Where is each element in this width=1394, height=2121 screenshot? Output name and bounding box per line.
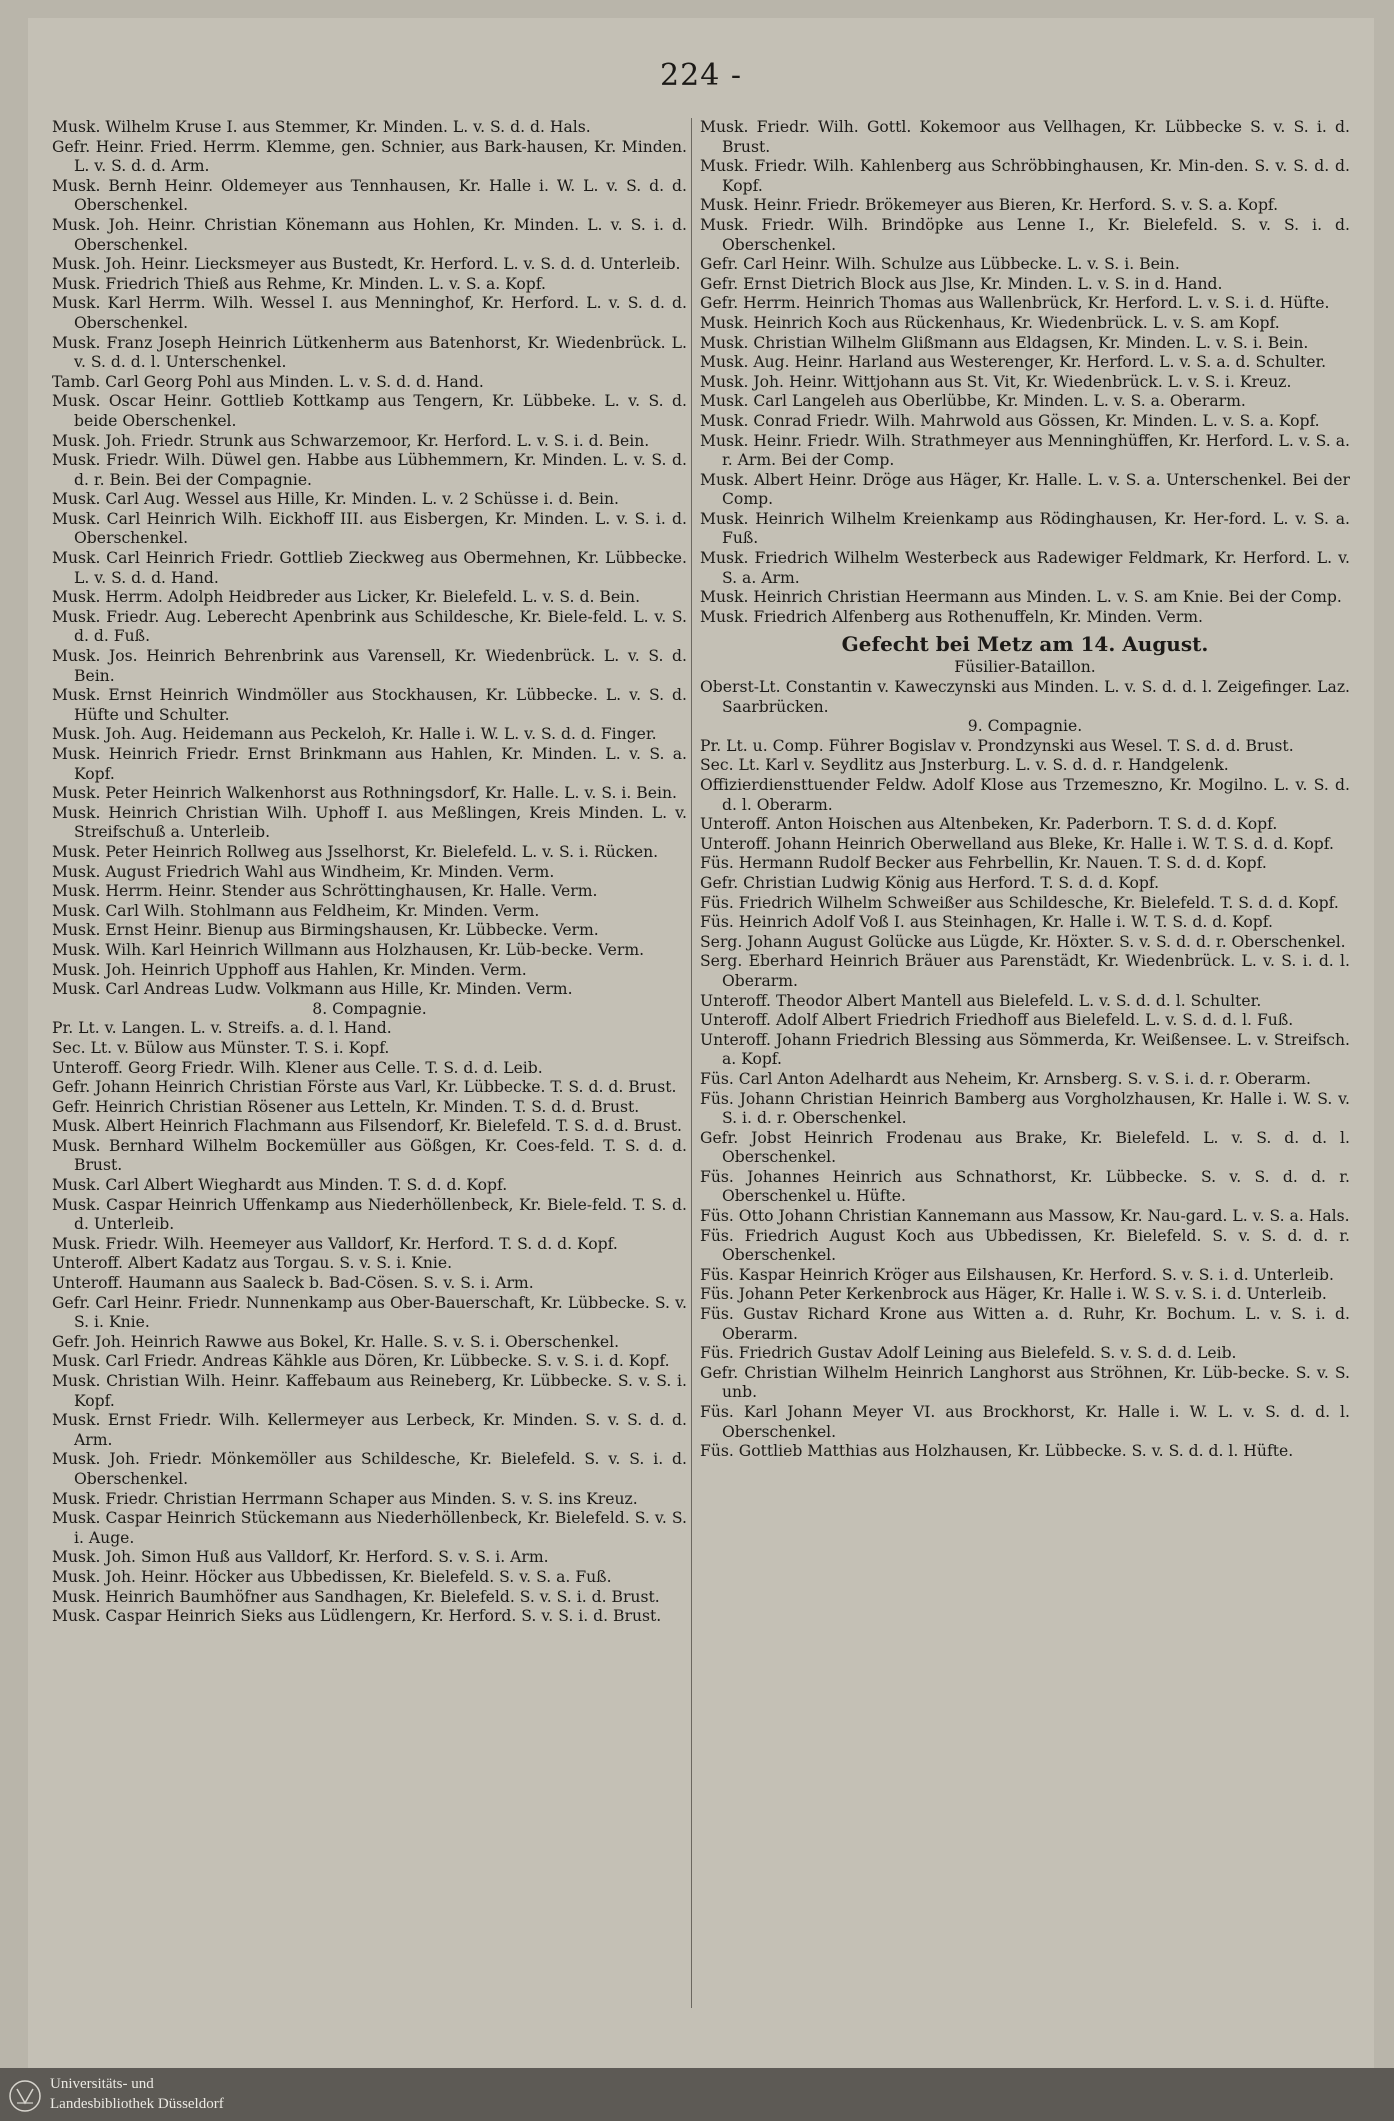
casualty-entry: Gefr. Christian Ludwig König aus Herford. T. S. d. d. Kopf. xyxy=(700,873,1160,892)
casualty-entry: Musk. Friedr. Wilh. Kahlenberg aus Schröbbinghausen, Kr. Min-den. S. v. S. d. d. Kopf. xyxy=(700,157,1350,195)
casualty-entry: Musk. Heinr. Friedr. Wilh. Strathmeyer aus Menninghüffen, Kr. Herford. L. v. S. a. r. Arm. Bei der Comp. xyxy=(700,431,1350,470)
casualty-entry: Musk. Caspar Heinrich Stückemann aus Niederhöllenbeck, Kr. Bielefeld. S. v. S. i. Auge. xyxy=(52,1509,687,1547)
casualty-entry: Unteroff. Georg Friedr. Wilh. Klener aus Celle. T. S. d. d. Leib. xyxy=(52,1058,543,1077)
casualty-entry: Musk. Joh. Heinr. Liecksmeyer aus Bustedt, Kr. Herford. L. v. S. d. d. Unterleib. xyxy=(52,255,681,274)
casualty-entry: Musk. Peter Heinrich Rollweg aus Jsselhorst, Kr. Bielefeld. L. v. S. i. Rücken. xyxy=(52,842,659,861)
casualty-entry: Musk. Carl Langeleh aus Oberlübbe, Kr. Minden. L. v. S. a. Oberarm. xyxy=(700,392,1246,411)
footer-text xyxy=(50,2074,224,2114)
casualty-entry: Musk. Joh. Heinr. Wittjohann aus St. Vit, Kr. Wiedenbrück. L. v. S. i. Kreuz. xyxy=(700,372,1292,391)
casualty-entry: Offizierdiensttuender Feldw. Adolf Klose aus Trzemeszno, Kr. Mogilno. L. v. S. d. d. l. Oberarm. xyxy=(700,776,1350,814)
casualty-entry: Musk. Ernst Heinrich Windmöller aus Stockhausen, Kr. Lübbecke. L. v. S. d. Hüfte und Schulter. xyxy=(52,686,687,724)
casualty-entry: Musk. Heinrich Wilhelm Kreienkamp aus Rödinghausen, Kr. Her-ford. L. v. S. a. Fuß. xyxy=(700,509,1350,548)
casualty-entry: Füs. Friedrich Gustav Adolf Leining aus Bielefeld. S. v. S. d. d. Leib. xyxy=(700,1344,1237,1363)
casualty-entry: Gefr. Joh. Heinrich Rawwe aus Bokel, Kr. Halle. S. v. S. i. Oberschenkel. xyxy=(52,1332,620,1351)
casualty-entry: Füs. Johannes Heinrich aus Schnathorst, Kr. Lübbecke. S. v. S. d. d. r. Oberschenkel u. Hüfte. xyxy=(700,1167,1350,1206)
casualty-entry: Musk. Albert Heinrich Flachmann aus Filsendorf, Kr. Bielefeld. T. S. d. d. Brust. xyxy=(52,1117,682,1136)
casualty-entry: Musk. Bernh Heinr. Oldemeyer aus Tennhausen, Kr. Halle i. W. L. v. S. d. d. Oberschenkel. xyxy=(52,176,687,215)
casualty-entry: Füs. Friedrich Wilhelm Schweißer aus Schildesche, Kr. Bielefeld. T. S. d. d. Kopf. xyxy=(700,893,1339,912)
casualty-entry: Füs. Heinrich Adolf Voß I. aus Steinhagen, Kr. Halle i. W. T. S. d. d. Kopf. xyxy=(700,913,1273,932)
casualty-entry: Musk. Joh. Heinr. Höcker aus Ubbedissen, Kr. Bielefeld. S. v. S. a. Fuß. xyxy=(52,1567,612,1586)
casualty-entry: Musk. Franz Joseph Heinrich Lütkenherm aus Batenhorst, Kr. Wiedenbrück. L. v. S. d. d. l. Unterschenkel. xyxy=(52,333,687,372)
casualty-entry: Gefr. Jobst Heinrich Frodenau aus Brake, Kr. Bielefeld. L. v. S. d. d. l. Oberschenkel. xyxy=(700,1128,1350,1167)
casualty-entry: Sec. Lt. v. Bülow aus Münster. T. S. i. Kopf. xyxy=(52,1038,390,1057)
right-column-entries-a xyxy=(700,118,1350,627)
left-column xyxy=(52,118,687,1627)
casualty-entry: Pr. Lt. u. Comp. Führer Bogislav v. Prondzynski aus Wesel. T. S. d. d. Brust. xyxy=(700,736,1294,755)
casualty-entry: Serg. Johann August Golücke aus Lügde, Kr. Höxter. S. v. S. d. d. r. Oberschenkel. xyxy=(700,932,1346,951)
casualty-entry: Unteroff. Theodor Albert Mantell aus Bielefeld. L. v. S. d. d. l. Schulter. xyxy=(700,991,1262,1010)
casualty-entry: Musk. Friedr. Wilh. Brindöpke aus Lenne I., Kr. Bielefeld. S. v. S. i. d. Oberschenkel. xyxy=(700,215,1350,254)
casualty-entry: Musk. Conrad Friedr. Wilh. Mahrwold aus Gössen, Kr. Minden. L. v. S. a. Kopf. xyxy=(700,411,1320,430)
casualty-entry: Musk. Carl Andreas Ludw. Volkmann aus Hille, Kr. Minden. Verm. xyxy=(52,980,573,999)
casualty-entry: Füs. Johann Christian Heinrich Bamberg aus Vorgholzhausen, Kr. Halle i. W. S. v. S. i. d. r. Oberschenkel. xyxy=(700,1089,1350,1128)
casualty-entry: Musk. Carl Heinrich Friedr. Gottlieb Zieckweg aus Obermehnen, Kr. Lübbecke. L. v. S. d. d. Hand. xyxy=(52,549,687,587)
casualty-entry: Musk. Heinr. Friedr. Brökemeyer aus Bieren, Kr. Herford. S. v. S. a. Kopf. xyxy=(700,196,1279,215)
library-footer xyxy=(0,2068,1394,2121)
casualty-entry: Serg. Eberhard Heinrich Bräuer aus Parenstädt, Kr. Wiedenbrück. L. v. S. i. d. l. Oberarm. xyxy=(700,952,1350,990)
casualty-entry: Musk. Friedr. Wilh. Düwel gen. Habbe aus Lübhemmern, Kr. Minden. L. v. S. d. d. r. Bein. Bei der Compagnie. xyxy=(52,451,687,489)
footer-line-2: Landesbibliothek Düsseldorf xyxy=(50,2096,224,2112)
casualty-entry: Tamb. Carl Georg Pohl aus Minden. L. v. S. d. d. Hand. xyxy=(52,372,484,391)
casualty-entry: Füs. Friedrich August Koch aus Ubbedissen, Kr. Bielefeld. S. v. S. d. d. r. Oberschenkel. xyxy=(700,1226,1350,1265)
casualty-entry: Musk. Carl Friedr. Andreas Kähkle aus Dören, Kr. Lübbecke. S. v. S. i. d. Kopf. xyxy=(52,1352,670,1371)
casualty-entry: Musk. Ernst Friedr. Wilh. Kellermeyer aus Lerbeck, Kr. Minden. S. v. S. d. d. Arm. xyxy=(52,1411,687,1449)
battle-heading: Gefecht bei Metz am 14. August. xyxy=(841,632,1209,657)
casualty-entry: Musk. Carl Albert Wieghardt aus Minden. T. S. d. d. Kopf. xyxy=(52,1176,508,1195)
casualty-entry: Musk. Albert Heinr. Dröge aus Häger, Kr. Halle. L. v. S. a. Unterschenkel. Bei der Comp. xyxy=(700,470,1350,509)
casualty-entry: Musk. Joh. Aug. Heidemann aus Peckeloh, Kr. Halle i. W. L. v. S. d. d. Finger. xyxy=(52,725,657,744)
casualty-entry: Musk. Heinrich Baumhöfner aus Sandhagen, Kr. Bielefeld. S. v. S. i. d. Brust. xyxy=(52,1587,660,1606)
casualty-entry: Musk. Friedr. Wilh. Heemeyer aus Valldorf, Kr. Herford. T. S. d. d. Kopf. xyxy=(52,1234,618,1253)
casualty-entry: Musk. Carl Heinrich Wilh. Eickhoff III. aus Eisbergen, Kr. Minden. L. v. S. i. d. Oberschenkel. xyxy=(52,509,687,548)
ulb-logo-icon xyxy=(8,2079,42,2113)
casualty-entry: Musk. Karl Herrm. Wilh. Wessel I. aus Menninghof, Kr. Herford. L. v. S. d. d. Oberschenkel. xyxy=(52,294,687,332)
casualty-entry: Musk. Friedrich Alfenberg aus Rothenuffeln, Kr. Minden. Verm. xyxy=(700,607,1203,626)
casualty-entry: Gefr. Carl Heinr. Wilh. Schulze aus Lübbecke. L. v. S. i. Bein. xyxy=(700,255,1180,274)
casualty-entry: Musk. Heinrich Koch aus Rückenhaus, Kr. Wiedenbrück. L. v. S. am Kopf. xyxy=(700,313,1280,332)
casualty-entry: Musk. Carl Wilh. Stohlmann aus Feldheim, Kr. Minden. Verm. xyxy=(52,901,540,920)
casualty-entry: Füs. Otto Johann Christian Kannemann aus Massow, Kr. Nau-gard. L. v. S. a. Hals. xyxy=(700,1207,1350,1226)
casualty-entry: Gefr. Heinr. Fried. Herrm. Klemme, gen. Schnier, aus Bark-hausen, Kr. Minden. L. v. S. d. d. Arm. xyxy=(52,137,687,176)
scanned-page xyxy=(28,18,1374,2068)
casualty-entry: Musk. Aug. Heinr. Harland aus Westerenger, Kr. Herford. L. v. S. a. d. Schulter. xyxy=(700,353,1327,372)
casualty-entry: Füs. Gottlieb Matthias aus Holzhausen, Kr. Lübbecke. S. v. S. d. d. l. Hüfte. xyxy=(700,1442,1294,1461)
casualty-entry: Musk. Herrm. Adolph Heidbreder aus Licker, Kr. Bielefeld. L. v. S. d. Bein. xyxy=(52,588,641,607)
casualty-entry: Füs. Kaspar Heinrich Kröger aus Eilshausen, Kr. Herford. S. v. S. i. d. Unterleib. xyxy=(700,1265,1334,1284)
casualty-entry: Füs. Hermann Rudolf Becker aus Fehrbellin, Kr. Nauen. T. S. d. d. Kopf. xyxy=(700,854,1267,873)
casualty-entry: Musk. Heinrich Christian Wilh. Uphoff I. aus Meßlingen, Kreis Minden. L. v. Streifschuß a. Unterleib. xyxy=(52,803,687,842)
casualty-entry: Füs. Carl Anton Adelhardt aus Neheim, Kr. Arnsberg. S. v. S. i. d. r. Oberarm. xyxy=(700,1069,1311,1088)
casualty-entry: Musk. Wilhelm Kruse I. aus Stemmer, Kr. Minden. L. v. S. d. d. Hals. xyxy=(52,118,591,136)
casualty-entry: Füs. Karl Johann Meyer VI. aus Brockhorst, Kr. Halle i. W. L. v. S. d. d. l. Oberschenkel. xyxy=(700,1403,1350,1441)
casualty-entry: Pr. Lt. v. Langen. L. v. Streifs. a. d. l. Hand. xyxy=(52,1019,392,1038)
casualty-entry: Musk. Oscar Heinr. Gottlieb Kottkamp aus Tengern, Kr. Lübbeke. L. v. S. d. beide Oberschenkel. xyxy=(52,392,687,430)
company-heading: 9. Compagnie. xyxy=(967,717,1083,736)
casualty-entry: Musk. Joh. Heinr. Christian Könemann aus Hohlen, Kr. Minden. L. v. S. i. d. Oberschenkel. xyxy=(52,215,687,254)
casualty-entry: Musk. Joh. Heinrich Upphoff aus Hahlen, Kr. Minden. Verm. xyxy=(52,960,527,979)
casualty-entry: Musk. Carl Aug. Wessel aus Hille, Kr. Minden. L. v. 2 Schüsse i. d. Bein. xyxy=(52,490,620,509)
casualty-entry: Unteroff. Anton Hoischen aus Altenbeken, Kr. Paderborn. T. S. d. d. Kopf. xyxy=(700,815,1278,834)
casualty-entry: Gefr. Heinrich Christian Rösener aus Letteln, Kr. Minden. T. S. d. d. Brust. xyxy=(52,1097,640,1116)
casualty-entry: Musk. Friedr. Christian Herrmann Schaper aus Minden. S. v. S. ins Kreuz. xyxy=(52,1489,638,1508)
right-column-entries-b xyxy=(700,678,1350,717)
casualty-entry: Musk. August Friedrich Wahl aus Windheim, Kr. Minden. Verm. xyxy=(52,862,555,881)
casualty-entry: Musk. Friedrich Wilhelm Westerbeck aus Radewiger Feldmark, Kr. Herford. L. v. S. a. Arm. xyxy=(700,549,1350,587)
casualty-entry: Füs. Johann Peter Kerkenbrock aus Häger, Kr. Halle i. W. S. v. S. i. d. Unterleib. xyxy=(700,1285,1327,1304)
company-heading: 8. Compagnie. xyxy=(312,999,427,1018)
footer-line-1: Universitäts- und xyxy=(50,2076,154,2092)
casualty-entry: Füs. Gustav Richard Krone aus Witten a. d. Ruhr, Kr. Bochum. L. v. S. i. d. Oberarm. xyxy=(700,1305,1350,1343)
right-column-entries-c xyxy=(700,737,1350,1462)
casualty-entry: Gefr. Christian Wilhelm Heinrich Langhorst aus Ströhnen, Kr. Lüb-becke. S. v. S. unb. xyxy=(700,1363,1350,1402)
casualty-entry: Unteroff. Albert Kadatz aus Torgau. S. v. S. i. Knie. xyxy=(52,1254,453,1273)
casualty-entry: Unteroff. Adolf Albert Friedrich Friedhoff aus Bielefeld. L. v. S. d. d. l. Fuß. xyxy=(700,1011,1294,1030)
casualty-entry: Musk. Herrm. Heinr. Stender aus Schröttinghausen, Kr. Halle. Verm. xyxy=(52,882,598,901)
casualty-entry: Musk. Heinrich Friedr. Ernst Brinkmann aus Hahlen, Kr. Minden. L. v. S. a. Kopf. xyxy=(52,745,687,783)
casualty-entry: Gefr. Ernst Dietrich Block aus Jlse, Kr. Minden. L. v. S. in d. Hand. xyxy=(700,274,1223,293)
casualty-entry: Musk. Jos. Heinrich Behrenbrink aus Varensell, Kr. Wiedenbrück. L. v. S. d. Bein. xyxy=(52,647,687,685)
casualty-entry: Musk. Joh. Friedr. Strunk aus Schwarzemoor, Kr. Herford. L. v. S. i. d. Bein. xyxy=(52,431,650,450)
casualty-entry: Musk. Wilh. Karl Heinrich Willmann aus Holzhausen, Kr. Lüb-becke. Verm. xyxy=(52,940,645,959)
casualty-entry: Musk. Caspar Heinrich Sieks aus Lüdlengern, Kr. Herford. S. v. S. i. d. Brust. xyxy=(52,1607,662,1626)
casualty-entry: Musk. Friedr. Aug. Leberecht Apenbrink aus Schildesche, Kr. Biele-feld. L. v. S. d. d. Fuß. xyxy=(52,607,687,646)
casualty-entry: Musk. Peter Heinrich Walkenhorst aus Rothningsdorf, Kr. Halle. L. v. S. i. Bein. xyxy=(52,784,677,803)
casualty-entry: Musk. Caspar Heinrich Uffenkamp aus Niederhöllenbeck, Kr. Biele-feld. T. S. d. d. Unterleib. xyxy=(52,1195,687,1234)
casualty-entry: Musk. Friedr. Wilh. Gottl. Kokemoor aus Vellhagen, Kr. Lübbecke S. v. S. i. d. Brust. xyxy=(700,118,1350,156)
casualty-entry: Unteroff. Johann Friedrich Blessing aus Sömmerda, Kr. Weißensee. L. v. Streifsch. a. Kopf. xyxy=(700,1030,1350,1069)
right-column xyxy=(700,118,1350,1462)
casualty-entry: Musk. Joh. Simon Huß aus Valldorf, Kr. Herford. S. v. S. i. Arm. xyxy=(52,1548,549,1567)
casualty-entry: Musk. Friedrich Thieß aus Rehme, Kr. Minden. L. v. S. a. Kopf. xyxy=(52,274,546,293)
casualty-entry: Musk. Christian Wilhelm Glißmann aus Eldagsen, Kr. Minden. L. v. S. i. Bein. xyxy=(700,333,1309,352)
casualty-entry: Musk. Bernhard Wilhelm Bockemüller aus Gößgen, Kr. Coes-feld. T. S. d. d. Brust. xyxy=(52,1136,687,1175)
casualty-entry: Sec. Lt. Karl v. Seydlitz aus Jnsterburg. L. v. S. d. d. r. Handgelenk. xyxy=(700,756,1229,775)
column-divider xyxy=(691,118,692,2008)
casualty-entry: Musk. Joh. Friedr. Mönkemöller aus Schildesche, Kr. Bielefeld. S. v. S. i. d. Oberschenkel. xyxy=(52,1450,687,1488)
casualty-entry: Musk. Christian Wilh. Heinr. Kaffebaum aus Reineberg, Kr. Lübbecke. S. v. S. i. Kopf. xyxy=(52,1372,687,1410)
unit-heading: Füsilier-Bataillon. xyxy=(954,658,1096,677)
casualty-entry: Musk. Heinrich Christian Heermann aus Minden. L. v. S. am Knie. Bei der Comp. xyxy=(700,588,1342,607)
casualty-entry: Gefr. Carl Heinr. Friedr. Nunnenkamp aus Ober-Bauerschaft, Kr. Lübbecke. S. v. S. i. Knie. xyxy=(52,1293,687,1332)
casualty-entry: Musk. Ernst Heinr. Bienup aus Birmingshausen, Kr. Lübbecke. Verm. xyxy=(52,921,599,940)
casualty-entry: Unteroff. Johann Heinrich Oberwelland aus Bleke, Kr. Halle i. W. T. S. d. d. Kopf. xyxy=(700,834,1334,853)
casualty-entry: Unteroff. Haumann aus Saaleck b. Bad-Cösen. S. v. S. i. Arm. xyxy=(52,1274,534,1293)
casualty-entry: Gefr. Herrm. Heinrich Thomas aus Wallenbrück, Kr. Herford. L. v. S. i. d. Hüfte. xyxy=(700,294,1330,313)
casualty-entry: Gefr. Johann Heinrich Christian Förste aus Varl, Kr. Lübbecke. T. S. d. d. Brust. xyxy=(52,1078,677,1097)
casualty-entry: Oberst-Lt. Constantin v. Kaweczynski aus Minden. L. v. S. d. d. l. Zeigefinger. Laz. Saarbrücken. xyxy=(700,678,1350,716)
page-number: 224 - xyxy=(660,58,742,93)
